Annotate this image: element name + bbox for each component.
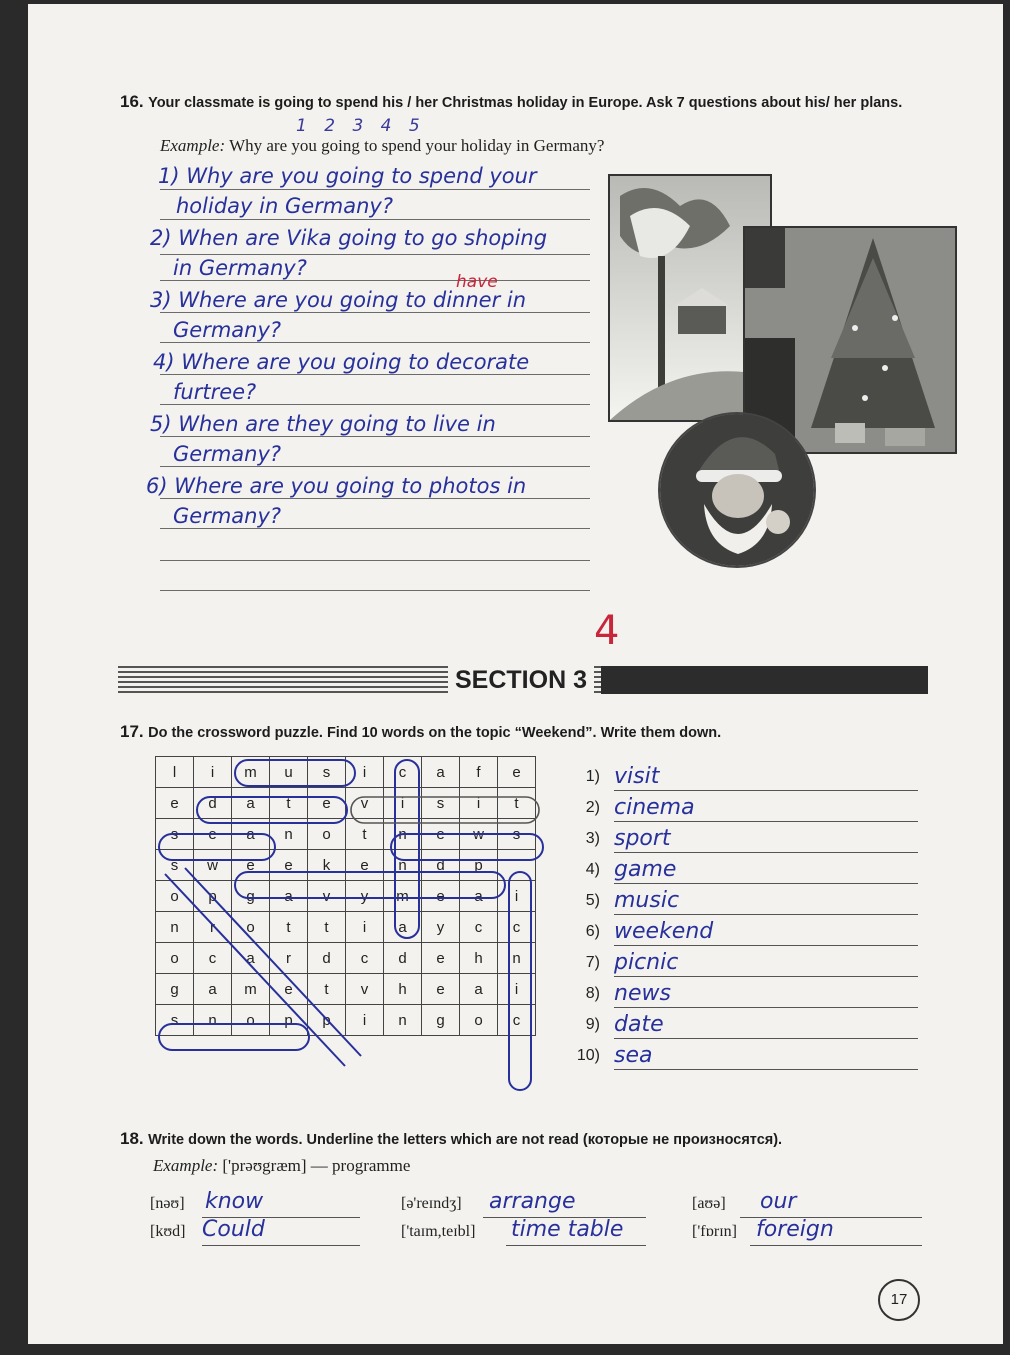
answer-number: 9)	[585, 1016, 600, 1033]
answer-line-11: 6) Where are you going to photos in	[146, 474, 527, 498]
answer-number: 2)	[585, 799, 600, 816]
answer-word: date	[614, 1012, 664, 1037]
grid-cell: i	[498, 974, 536, 1005]
answer-line-8: furtree?	[173, 380, 257, 404]
grid-cell: s	[156, 1005, 194, 1036]
answer-line-5: 3) Where are you going to dinner in	[150, 288, 527, 312]
grid-cell: n	[194, 1005, 232, 1036]
grid-cell: g	[232, 881, 270, 912]
grid-cell: o	[156, 943, 194, 974]
answer-word: sport	[614, 826, 671, 851]
grid-cell: a	[270, 881, 308, 912]
grid-cell: p	[308, 1005, 346, 1036]
task17-number: 17.	[120, 722, 144, 741]
grid-cell: p	[270, 1005, 308, 1036]
grid-cell: c	[498, 1005, 536, 1036]
christmas-tree-photo	[743, 226, 957, 454]
crossword-answer-item	[568, 764, 918, 795]
answer-number: 5)	[585, 892, 600, 909]
transcription: [ə'reɪndʒ]	[401, 1195, 462, 1212]
grid-cell: e	[422, 881, 460, 912]
grid-cell: m	[384, 881, 422, 912]
grid-cell: s	[422, 788, 460, 819]
grid-cell: a	[232, 943, 270, 974]
answer-word: music	[614, 888, 680, 913]
grid-cell: e	[422, 819, 460, 850]
grid-cell: n	[156, 912, 194, 943]
grid-cell: i	[194, 757, 232, 788]
answer-line-6: Germany?	[173, 318, 282, 342]
answer-line-3: 2) When are Vika going to go shoping	[150, 226, 548, 250]
grid-cell: g	[422, 1005, 460, 1036]
grid-cell: r	[270, 943, 308, 974]
grid-cell: i	[498, 881, 536, 912]
grid-cell: a	[422, 757, 460, 788]
grid-cell: t	[308, 912, 346, 943]
grid-cell: l	[156, 757, 194, 788]
task18-instruction: Write down the words. Underline the letters which are not read (которые не произносятся).	[148, 1132, 783, 1148]
grid-cell: h	[460, 943, 498, 974]
transcription-item	[401, 1217, 646, 1251]
grid-cell: f	[460, 757, 498, 788]
crossword-answer-item	[568, 857, 918, 888]
transcription-item	[150, 1217, 360, 1251]
grid-cell: s	[498, 819, 536, 850]
grid-cell: a	[194, 974, 232, 1005]
written-word: time table	[511, 1217, 624, 1242]
grid-cell: o	[232, 912, 270, 943]
grid-cell: e	[422, 974, 460, 1005]
task18-heading	[120, 1129, 970, 1149]
task16-number: 16.	[120, 92, 144, 111]
grid-cell: d	[422, 850, 460, 881]
answer-line-1: 1) Why are you going to spend your	[158, 164, 537, 188]
example-text: Why are you going to spend your holiday in Germany?	[229, 136, 605, 155]
grid-cell: e	[156, 788, 194, 819]
grid-cell: i	[384, 788, 422, 819]
grid-cell: p	[194, 881, 232, 912]
grid-cell: p	[460, 850, 498, 881]
transcription: [aʊə]	[692, 1195, 726, 1212]
crossword-answer-item	[568, 981, 918, 1012]
grid-cell: e	[422, 943, 460, 974]
task16-example	[160, 136, 604, 156]
grid-cell: o	[308, 819, 346, 850]
answer-number: 3)	[585, 830, 600, 847]
grid-cell: s	[156, 819, 194, 850]
answer-word: visit	[614, 764, 660, 789]
written-word: our	[760, 1189, 797, 1214]
task18-number: 18.	[120, 1129, 144, 1148]
grid-cell: y	[422, 912, 460, 943]
answer-line-4: in Germany?	[173, 256, 307, 280]
grid-cell: e	[270, 850, 308, 881]
section-title: SECTION 3	[448, 664, 594, 696]
grid-cell: a	[460, 974, 498, 1005]
grid-cell: t	[270, 912, 308, 943]
grid-cell: i	[346, 757, 384, 788]
crossword-circles	[155, 756, 545, 1098]
grid-cell: c	[384, 757, 422, 788]
grid-cell: i	[346, 912, 384, 943]
grid-cell: o	[156, 881, 194, 912]
grid-cell: w	[460, 819, 498, 850]
task18-example	[153, 1156, 410, 1176]
grid-cell: c	[498, 912, 536, 943]
grid-cell: d	[384, 943, 422, 974]
answer-number: 7)	[585, 954, 600, 971]
answer-word: cinema	[614, 795, 695, 820]
grid-cell: t	[308, 974, 346, 1005]
crossword-answer-item	[568, 1012, 918, 1043]
grid-cell: a	[232, 788, 270, 819]
grid-cell: v	[346, 974, 384, 1005]
crossword-answer-item	[568, 950, 918, 981]
grid-cell: a	[460, 881, 498, 912]
grid-cell: c	[346, 943, 384, 974]
grid-cell: i	[460, 788, 498, 819]
answer-number: 4)	[585, 861, 600, 878]
grid-cell: o	[232, 1005, 270, 1036]
grid-cell: s	[156, 850, 194, 881]
grid-cell: n	[384, 1005, 422, 1036]
grid-cell: n	[498, 943, 536, 974]
example-label: Example:	[153, 1156, 219, 1175]
crossword-answer-item	[568, 795, 918, 826]
task16-heading	[120, 92, 940, 112]
grid-cell: e	[270, 974, 308, 1005]
grid-cell: c	[194, 943, 232, 974]
answer-word: weekend	[614, 919, 714, 944]
answer-number: 1)	[585, 768, 600, 785]
grid-cell: v	[346, 788, 384, 819]
grid-cell: w	[194, 850, 232, 881]
answer-word: picnic	[614, 950, 679, 975]
grid-cell: e	[232, 850, 270, 881]
answer-word: game	[614, 857, 677, 882]
grid-cell: s	[308, 757, 346, 788]
grid-cell: n	[384, 850, 422, 881]
example-text: ['prəʊgræm] — programme	[222, 1156, 411, 1175]
grid-cell: e	[194, 819, 232, 850]
crossword-answer-item	[568, 826, 918, 857]
task16-instruction: Your classmate is going to spend his / her Christmas holiday in Europe. Ask 7 questions about his/ her plans.	[148, 95, 903, 111]
grid-cell: g	[156, 974, 194, 1005]
grid-cell: i	[346, 1005, 384, 1036]
transcription: ['taɪm,teɪbl]	[401, 1223, 476, 1240]
grid-cell: t	[346, 819, 384, 850]
written-word: arrange	[489, 1189, 576, 1214]
written-word: foreign	[756, 1217, 834, 1242]
answer-line-9: 5) When are they going to live in	[150, 412, 496, 436]
grid-cell: e	[346, 850, 384, 881]
grid-cell: r	[194, 912, 232, 943]
page-number: 17	[878, 1279, 920, 1321]
grid-cell: a	[232, 819, 270, 850]
answer-line-2: holiday in Germany?	[176, 194, 393, 218]
written-word: Could	[202, 1217, 265, 1242]
grid-cell: k	[308, 850, 346, 881]
task17-heading	[120, 722, 940, 742]
answer-word: news	[614, 981, 671, 1006]
workbook-page	[28, 4, 1003, 1344]
grid-cell: e	[498, 757, 536, 788]
pencil-marks: 1 2 3 4 5	[296, 116, 426, 136]
task17-instruction: Do the crossword puzzle. Find 10 words on the topic “Weekend”. Write them down.	[148, 725, 722, 741]
answer-line-7: 4) Where are you going to decorate	[153, 350, 530, 374]
grid-cell: h	[384, 974, 422, 1005]
grid-cell: o	[460, 1005, 498, 1036]
grid-cell: u	[270, 757, 308, 788]
example-label: Example:	[160, 136, 226, 155]
crossword-answer-item	[568, 888, 918, 919]
teacher-correction: have	[456, 272, 498, 292]
transcription-item	[692, 1217, 922, 1251]
grid-cell: d	[194, 788, 232, 819]
grid-cell: n	[384, 819, 422, 850]
answer-word: sea	[614, 1043, 653, 1068]
crossword-answer-item	[568, 1043, 918, 1074]
transcription: [nəʊ]	[150, 1195, 185, 1212]
grid-cell: t	[270, 788, 308, 819]
answer-number: 8)	[585, 985, 600, 1002]
answer-number: 6)	[585, 923, 600, 940]
santa-claus-photo	[658, 412, 816, 568]
grid-cell: m	[232, 757, 270, 788]
grid-cell: a	[384, 912, 422, 943]
answer-line-12: Germany?	[173, 504, 282, 528]
section-header	[118, 664, 928, 700]
crossword-answer-item	[568, 919, 918, 950]
written-word: know	[205, 1189, 264, 1214]
grade-mark: 4	[594, 608, 620, 654]
grid-cell: v	[308, 881, 346, 912]
grid-cell: t	[498, 788, 536, 819]
answer-line-10: Germany?	[173, 442, 282, 466]
grid-cell: y	[346, 881, 384, 912]
grid-cell: d	[308, 943, 346, 974]
grid-cell: n	[270, 819, 308, 850]
answer-number: 10)	[576, 1047, 600, 1064]
transcription: ['fɒrɪn]	[692, 1223, 738, 1240]
grid-cell: e	[308, 788, 346, 819]
transcription: [kʊd]	[150, 1223, 186, 1240]
grid-cell: c	[460, 912, 498, 943]
grid-cell: m	[232, 974, 270, 1005]
